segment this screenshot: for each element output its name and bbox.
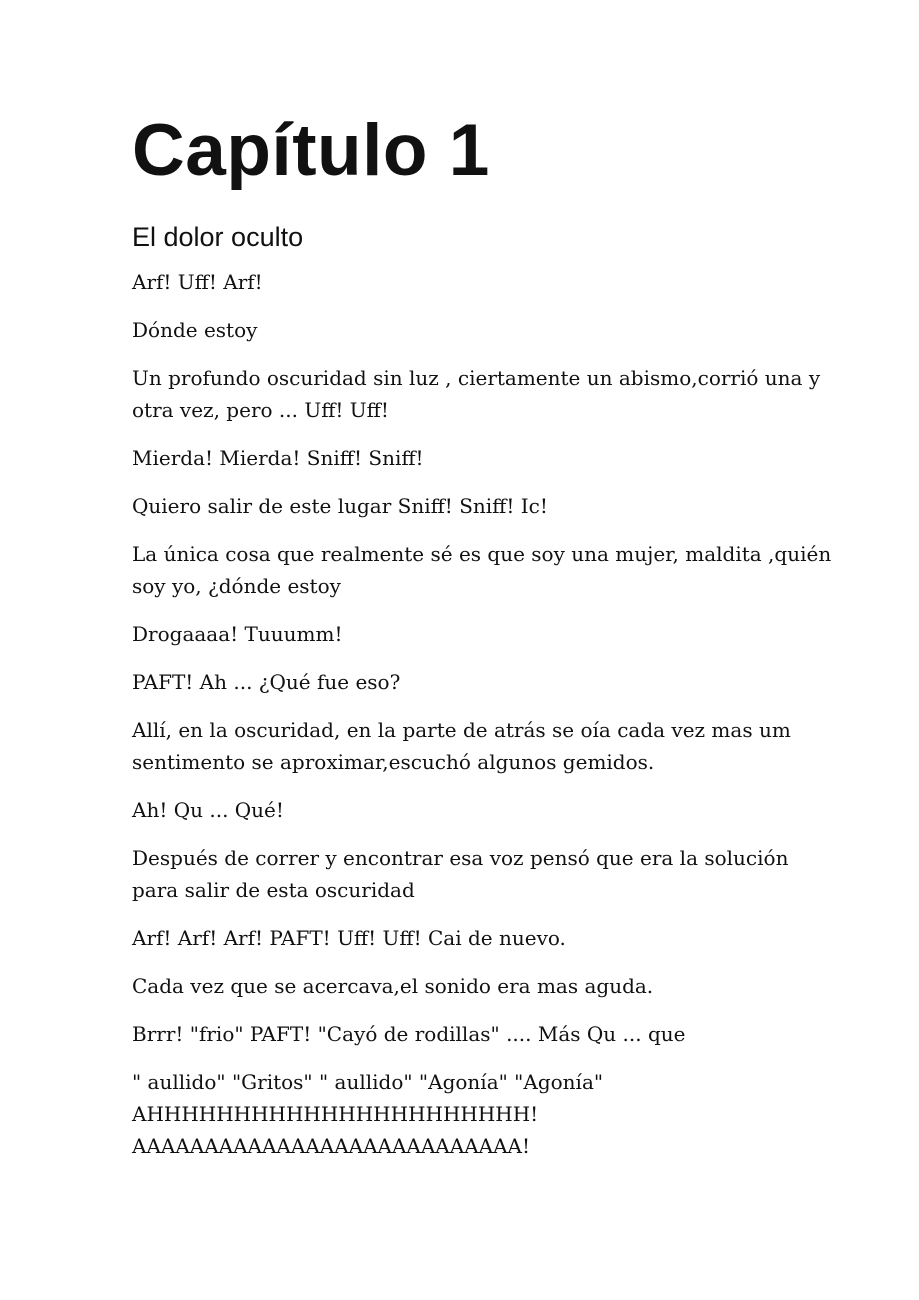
paragraph: La única cosa que realmente sé es que soy una mujer, maldita ,quién soy yo, ¿dónde estoy xyxy=(132,542,832,598)
paragraph: Allí, en la oscuridad, en la parte de atrás se oía cada vez mas um sentimento se aproximar,escuchó algunos gemidos. xyxy=(132,718,791,774)
paragraph: PAFT! Ah ... ¿Qué fue eso? xyxy=(132,670,401,694)
paragraph: Quiero salir de este lugar Sniff! Sniff! Ic! xyxy=(132,494,548,518)
paragraph: Después de correr y encontrar esa voz pensó que era la solución para salir de esta oscuridad xyxy=(132,846,789,902)
chapter-title: Capítulo 1 xyxy=(132,110,490,191)
paragraph: Brrr! "frio" PAFT! "Cayó de rodillas" .... Más Qu ... que xyxy=(132,1022,686,1046)
paragraph: Drogaaaa! Tuuumm! xyxy=(132,622,343,646)
paragraph: Arf! Arf! Arf! PAFT! Uff! Uff! Cai de nuevo. xyxy=(132,926,566,950)
paragraph: Mierda! Mierda! Sniff! Sniff! xyxy=(132,446,424,470)
paragraph: Arf! Uff! Arf! xyxy=(132,270,263,294)
paragraph: Ah! Qu ... Qué! xyxy=(132,798,284,822)
paragraph: Cada vez que se acercava,el sonido era mas aguda. xyxy=(132,974,654,998)
document-page xyxy=(132,108,832,1178)
chapter-body xyxy=(132,266,832,1162)
paragraph: " aullido" "Gritos" " aullido" "Agonía" "Agonía" AHHHHHHHHHHHHHHHHHHHHHH! AAAAAAAAAAAAAAAAAAAAAAAAAAA! xyxy=(132,1070,604,1158)
paragraph: Dónde estoy xyxy=(132,318,258,342)
chapter-subtitle: El dolor oculto xyxy=(132,222,304,252)
paragraph: Un profundo oscuridad sin luz , ciertamente un abismo,corrió una y otra vez, pero ... Uff! Uff! xyxy=(132,366,821,422)
